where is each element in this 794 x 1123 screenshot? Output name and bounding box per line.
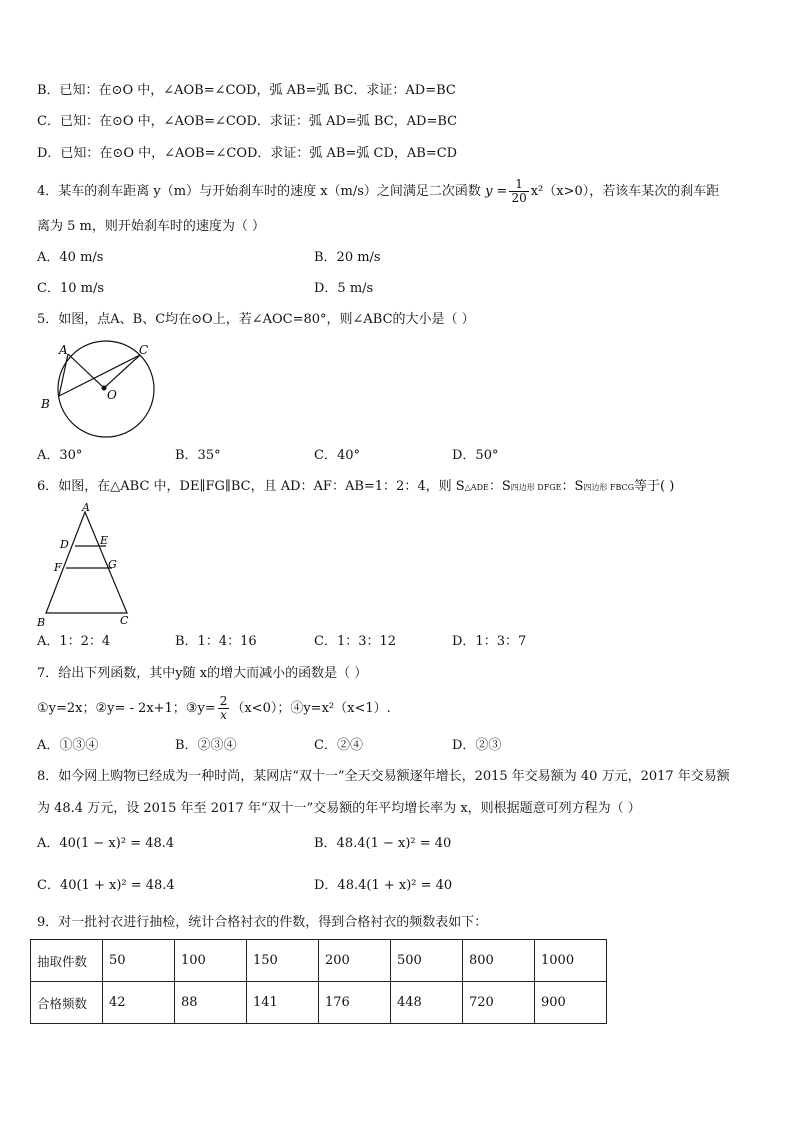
q4-stem-line2: 离为 5 m，则开始刹车时的速度为（ ） (37, 219, 265, 234)
q7-option-c: C．②④ (314, 738, 363, 753)
q3-option-c: C．已知：在⊙O 中，∠AOB=∠COD．求证：弧 AD=弧 BC，AD=BC (37, 114, 458, 129)
q4-option-b: B．20 m/s (314, 250, 381, 265)
q3-option-b: B．已知：在⊙O 中，∠AOB=∠COD，弧 AB=弧 BC．求证：AD=BC (37, 83, 456, 98)
table-cell: 88 (175, 982, 247, 1024)
table-row (31, 940, 607, 982)
q7-frac-num: 2 (219, 694, 228, 708)
table-cell: 42 (103, 982, 175, 1024)
label-g: G (108, 558, 117, 571)
label-b: B (37, 616, 46, 629)
table-cell: 100 (175, 940, 247, 982)
q7-option-b: B．②③④ (175, 738, 237, 753)
q6-colon-2: ：S (561, 479, 584, 494)
label-c: C (120, 614, 129, 627)
table-cell: 448 (391, 982, 463, 1024)
q6-option-a: A．1：2：4 (37, 634, 111, 649)
row-header-qualified: 合格频数 (31, 982, 103, 1024)
q6-option-c: C．1：3：12 (314, 634, 397, 649)
q7-fraction (218, 695, 230, 722)
q5-circle-figure (36, 338, 166, 442)
frequency-table (30, 939, 607, 1024)
table-cell: 200 (319, 940, 391, 982)
q8-option-d: D．48.4(1 + x)² = 40 (314, 878, 453, 893)
table-cell: 176 (319, 982, 391, 1024)
q6-triangle-figure (34, 500, 140, 630)
q5-option-b: B．35° (175, 448, 221, 463)
label-f: F (54, 561, 62, 574)
row-header-sampled: 抽取件数 (31, 940, 103, 982)
table-cell: 50 (103, 940, 175, 982)
q4-fraction (509, 178, 528, 205)
q5-stem: 5．如图，点A、B、C均在⊙O上，若∠AOC=80°，则∠ABC的大小是（ ） (37, 312, 475, 327)
q4-stem-line1 (37, 174, 719, 210)
segment-bc (59, 355, 140, 396)
table-cell: 720 (463, 982, 535, 1024)
q7-stem: 7．给出下列函数，其中y随 x的增大而减小的函数是（ ） (37, 666, 368, 681)
q5-option-a: A．30° (37, 448, 83, 463)
q4-option-c: C．10 m/s (37, 281, 104, 296)
q4-option-d: D．5 m/s (314, 281, 374, 296)
q3-option-d: D．已知：在⊙O 中，∠AOB=∠COD．求证：弧 AB=弧 CD，AB=CD (37, 146, 458, 161)
q6-sub-ade: △ADE (464, 483, 489, 492)
label-e: E (100, 534, 109, 547)
q8-stem-line2: 为 48.4 万元，设 2015 年至 2017 年“双十一”交易额的年平均增长率为 x，则根据题意可列方程为（ ） (37, 801, 641, 816)
label-c: C (139, 343, 149, 357)
table-cell: 150 (247, 940, 319, 982)
label-b: B (41, 397, 50, 411)
table-row (31, 982, 607, 1024)
q7-items-a: ①y=2x；②y= - 2x+1；③y= (37, 701, 216, 716)
table-cell: 1000 (535, 940, 607, 982)
table-cell: 800 (463, 940, 535, 982)
label-d: D (60, 538, 69, 551)
q6-stem-b: 等于( ) (634, 479, 675, 494)
label-a: A (82, 501, 90, 514)
q4-fn-lhs: y = (485, 184, 508, 199)
q7-option-a: A．①③④ (37, 738, 99, 753)
q4-frac-num: 1 (509, 178, 528, 192)
q6-sub-dfge: 四边形 DFGE (510, 483, 562, 492)
q4-frac-den: 20 (511, 191, 527, 205)
q6-option-b: B．1：4：16 (175, 634, 257, 649)
q8-option-c: C．40(1 + x)² = 48.4 (37, 878, 175, 893)
q6-colon-1: ：S (488, 479, 511, 494)
table-cell: 500 (391, 940, 463, 982)
q5-option-d: D．50° (452, 448, 499, 463)
q8-option-b: B．48.4(1 − x)² = 40 (314, 836, 452, 851)
q4-fn-rhs: x²（x>0），若该车某次的刹车距 (530, 184, 720, 199)
q9-stem: 9．对一批衬衣进行抽检，统计合格衬衣的件数，得到合格衬衣的频数表如下： (37, 915, 488, 930)
q6-stem-a: 6．如图，在△ABC 中，DE∥FG∥BC，且 AD：AF：AB=1：2：4，则 S (37, 479, 465, 494)
segment-oc (104, 355, 140, 388)
q6-stem (37, 478, 674, 497)
q8-stem-line1: 8．如今网上购物已经成为一种时尚，某网店“双十一”全天交易额逐年增长，2015 年交易额为 40 万元，2017 年交易额 (37, 769, 730, 784)
q8-option-a: A．40(1 − x)² = 48.4 (37, 836, 175, 851)
table-cell: 141 (247, 982, 319, 1024)
q7-functions (37, 691, 391, 727)
q4-stem-text: 4．某车的刹车距离 y（m）与开始刹车时的速度 x（m/s）之间满足二次函数 (37, 184, 481, 199)
label-o: O (107, 388, 117, 402)
q7-frac-den: x (220, 708, 227, 722)
table-cell: 900 (535, 982, 607, 1024)
label-a: A (59, 343, 68, 357)
q6-sub-fbcg: 四边形 FBCG (583, 483, 635, 492)
q6-option-d: D．1：3：7 (452, 634, 527, 649)
q5-option-c: C．40° (314, 448, 360, 463)
center-point-o (102, 386, 107, 391)
q7-option-d: D．②③ (452, 738, 502, 753)
q4-option-a: A．40 m/s (37, 250, 104, 265)
q7-items-b: （x<0）；④y=x²（x<1）. (231, 701, 391, 716)
